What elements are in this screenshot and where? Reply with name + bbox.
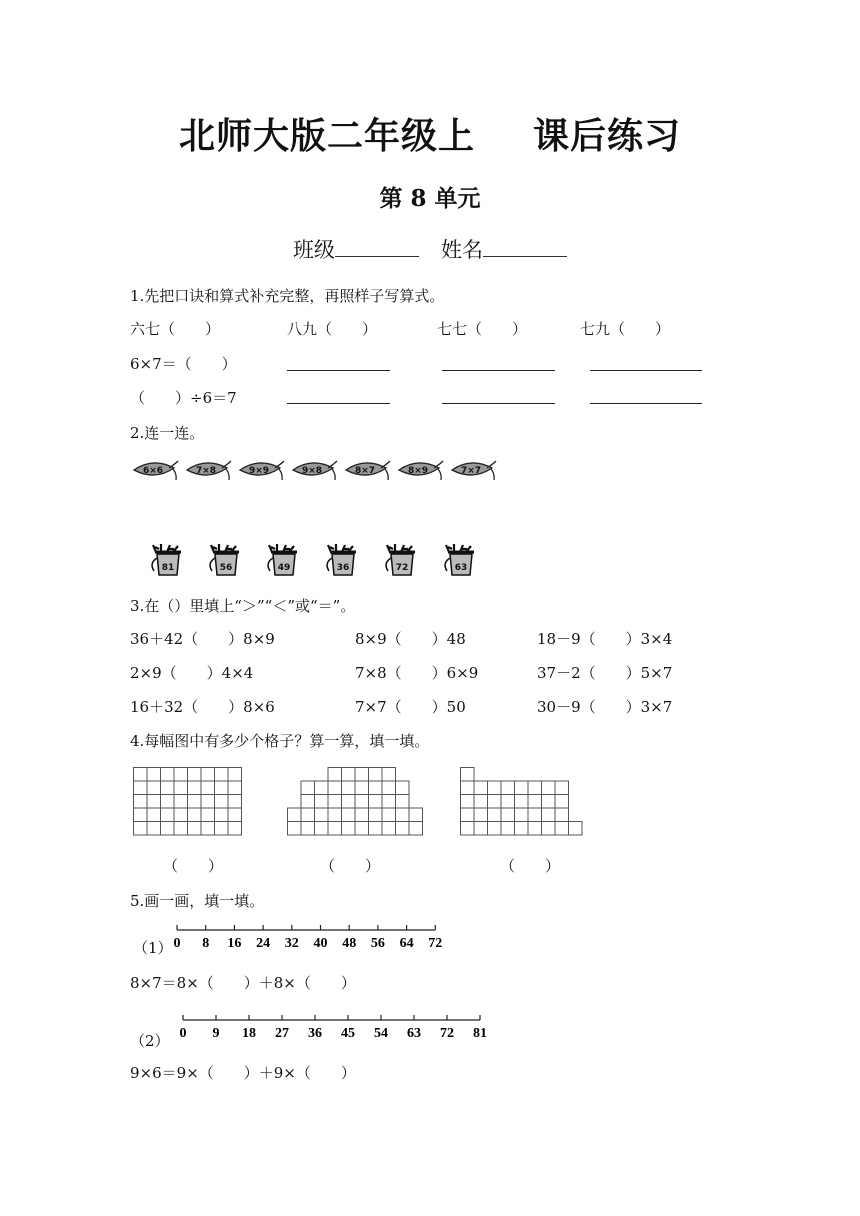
tick-label: 0 [173, 936, 181, 951]
grid-cell [228, 808, 242, 822]
grid-cell [528, 781, 542, 795]
leaf-label: 9×9 [248, 466, 270, 476]
pot-icon [381, 543, 423, 579]
grid-cell [409, 808, 423, 822]
grid-cell [328, 795, 342, 809]
grid-cell [369, 781, 383, 795]
grid-cell [528, 808, 542, 822]
grid-cell [382, 768, 396, 782]
q1-equation-2: （ ）÷6＝7 [130, 389, 237, 407]
grid-cell [515, 822, 529, 836]
grid-cell [382, 781, 396, 795]
grid-cell [369, 822, 383, 836]
grid-cell [174, 822, 188, 836]
tick-label: 72 [440, 1026, 454, 1041]
pot-icon [147, 543, 189, 579]
grid-cell [355, 781, 369, 795]
q1-rhyme-2: 八九（ ） [287, 320, 378, 338]
leaf-card[interactable] [184, 458, 234, 484]
q3-item: 7×8（ ）6×9 [355, 664, 479, 682]
flower-pot[interactable] [263, 543, 305, 579]
grid-cell [542, 822, 556, 836]
grid-cell [542, 795, 556, 809]
grid-cell [147, 822, 161, 836]
grid-cell [228, 795, 242, 809]
grid-figure-1 [133, 767, 243, 837]
tick-label: 63 [407, 1026, 421, 1041]
grid-cell [188, 781, 202, 795]
grid-cell [174, 795, 188, 809]
flower-pot[interactable] [205, 543, 247, 579]
grid-cell [174, 808, 188, 822]
grid-cell [315, 781, 329, 795]
grid-cell [515, 808, 529, 822]
leaf-icon [290, 458, 340, 484]
pot-icon [440, 543, 482, 579]
leaf-card[interactable] [343, 458, 393, 484]
grid-cell [328, 768, 342, 782]
tick-label: 0 [179, 1026, 187, 1041]
leaf-icon [449, 458, 499, 484]
leaf-label: 8×9 [407, 466, 429, 476]
grid-cell [134, 808, 148, 822]
q4-answer-3[interactable]: （ ） [500, 857, 561, 875]
grid-cell [382, 795, 396, 809]
leaf-label: 7×7 [460, 466, 482, 476]
grid-cell [188, 808, 202, 822]
grid-cell [528, 822, 542, 836]
leaf-icon [237, 458, 287, 484]
unit-heading: 第 8 单元 [379, 185, 481, 212]
flower-pot[interactable] [147, 543, 189, 579]
tick-label: 27 [275, 1026, 289, 1041]
q5-prompt: 5.画一画，填一填。 [130, 892, 265, 910]
grid-cell [355, 822, 369, 836]
q3-item: 18－9（ ）3×4 [537, 630, 673, 648]
grid-figure-2 [287, 767, 437, 837]
grid-cell [396, 808, 410, 822]
pot-label: 49 [277, 563, 291, 573]
grid-cell [301, 795, 315, 809]
grid-cell [288, 808, 302, 822]
grid-cell [161, 768, 175, 782]
pot-icon [205, 543, 247, 579]
q1-rhyme-4: 七九（ ） [580, 320, 671, 338]
tick-label: 72 [428, 936, 443, 951]
tick-label: 18 [242, 1026, 256, 1041]
grid-cell [474, 795, 488, 809]
grid-cell [161, 795, 175, 809]
grid-cell [228, 781, 242, 795]
grid-cell [161, 822, 175, 836]
leaf-card[interactable] [290, 458, 340, 484]
answer-line[interactable] [590, 370, 702, 371]
grid-cell [474, 822, 488, 836]
q1-prompt: 1.先把口诀和算式补充完整，再照样子写算式。 [130, 287, 445, 305]
grid-cell [147, 808, 161, 822]
q1-equation-1: 6×7＝（ ） [130, 355, 237, 373]
grid-cell [161, 781, 175, 795]
grid-cell [315, 795, 329, 809]
tick-label: 16 [227, 936, 242, 951]
grid-cell [355, 808, 369, 822]
q4-answer-2[interactable]: （ ） [320, 857, 381, 875]
answer-line[interactable] [442, 403, 555, 404]
grid-cell [134, 768, 148, 782]
q2-prompt: 2.连一连。 [130, 424, 205, 442]
grid-cell [555, 822, 569, 836]
grid-cell [188, 822, 202, 836]
grid-cell [188, 768, 202, 782]
answer-line[interactable] [442, 370, 555, 371]
leaf-label: 7×8 [195, 466, 217, 476]
grid-cell [396, 822, 410, 836]
grid-cell [542, 808, 556, 822]
leaf-card[interactable] [449, 458, 499, 484]
grid-cell [228, 768, 242, 782]
grid-cell [542, 781, 556, 795]
q3-item: 2×9（ ）4×4 [130, 664, 254, 682]
grid-cell [161, 808, 175, 822]
tick-label: 9 [212, 1026, 220, 1041]
grid-cell [134, 822, 148, 836]
grid-cell [515, 795, 529, 809]
page-title [0, 108, 860, 159]
name-blank[interactable] [483, 238, 567, 257]
grid-cell [501, 822, 515, 836]
grid-cell [488, 795, 502, 809]
grid-cell [382, 822, 396, 836]
grid-cell [342, 781, 356, 795]
grid-cell [201, 795, 215, 809]
grid-cell [396, 795, 410, 809]
leaf-card[interactable] [237, 458, 287, 484]
tick-label: 40 [313, 936, 328, 951]
grid-cell [201, 768, 215, 782]
grid-cell [188, 795, 202, 809]
tick-label: 36 [308, 1026, 322, 1041]
tick-label: 81 [473, 1026, 487, 1041]
q1-rhyme-3: 七七（ ） [437, 320, 528, 338]
leaf-label: 8×7 [354, 466, 376, 476]
grid-cell [488, 808, 502, 822]
grid-cell [215, 822, 229, 836]
grid-cell [515, 781, 529, 795]
grid-cell [474, 781, 488, 795]
answer-line[interactable] [287, 403, 390, 404]
grid-cell [396, 781, 410, 795]
grid-cell [201, 781, 215, 795]
q3-item: 7×7（ ）50 [355, 698, 466, 716]
grid-cell [315, 822, 329, 836]
grid-cell [201, 822, 215, 836]
q4-answer-1[interactable]: （ ） [163, 857, 224, 875]
grid-cell [301, 781, 315, 795]
grid-cell [215, 808, 229, 822]
grid-cell [288, 822, 302, 836]
tick-label: 24 [256, 936, 271, 951]
pot-label: 56 [219, 563, 233, 573]
q5-equation-1: 8×7＝8×（ ）＋8×（ ） [130, 974, 356, 992]
q3-item: 30－9（ ）3×7 [537, 698, 673, 716]
pot-icon [322, 543, 364, 579]
leaf-label: 9×8 [301, 466, 323, 476]
grid-cell [369, 808, 383, 822]
flower-pot[interactable] [440, 543, 482, 579]
grid-cell [461, 768, 475, 782]
name-label: 姓名 [441, 238, 483, 262]
grid-cell [461, 822, 475, 836]
pot-icon [263, 543, 305, 579]
grid-cell [501, 808, 515, 822]
number-line-2 [176, 1010, 496, 1046]
grid-cell [369, 768, 383, 782]
q3-item: 37－2（ ）5×7 [537, 664, 673, 682]
grid-cell [461, 808, 475, 822]
class-blank[interactable] [335, 238, 419, 257]
grid-cell [461, 781, 475, 795]
grid-cell [355, 768, 369, 782]
pot-label: 72 [395, 563, 409, 573]
grid-cell [501, 781, 515, 795]
class-label: 班级 [293, 238, 335, 262]
grid-cell [555, 781, 569, 795]
grid-cell [342, 808, 356, 822]
pot-label: 63 [454, 563, 468, 573]
grid-cell [301, 822, 315, 836]
grid-cell [328, 822, 342, 836]
grid-cell [315, 808, 329, 822]
answer-line[interactable] [287, 370, 390, 371]
grid-cell [488, 781, 502, 795]
flower-pot[interactable] [322, 543, 364, 579]
pot-label: 81 [161, 563, 175, 573]
grid-figure-3 [460, 767, 585, 837]
leaf-card[interactable] [396, 458, 446, 484]
grid-cell [342, 795, 356, 809]
grid-cell [474, 808, 488, 822]
tick-label: 45 [341, 1026, 355, 1041]
grid-cell [382, 808, 396, 822]
grid-cell [134, 795, 148, 809]
q5-label-1: （1） [133, 939, 173, 957]
grid-cell [201, 808, 215, 822]
grid-cell [328, 781, 342, 795]
grid-cell [174, 781, 188, 795]
tick-label: 64 [399, 936, 414, 951]
q3-item: 16＋32（ ）8×6 [130, 698, 275, 716]
flower-pot[interactable] [381, 543, 423, 579]
tick-label: 54 [374, 1026, 388, 1041]
title-right: 课后练习 [533, 116, 682, 157]
grid-cell [147, 795, 161, 809]
pot-label: 36 [336, 563, 350, 573]
grid-cell [409, 822, 423, 836]
tick-label: 56 [370, 936, 385, 951]
grid-cell [215, 795, 229, 809]
grid-cell [528, 795, 542, 809]
leaf-icon [131, 458, 181, 484]
tick-label: 32 [284, 936, 299, 951]
q3-prompt: 3.在（）里填上“＞”“＜”或“＝”。 [130, 597, 356, 615]
leaf-label: 6×6 [142, 466, 164, 476]
q5-label-2: （2） [130, 1032, 170, 1050]
leaf-icon [343, 458, 393, 484]
grid-cell [342, 768, 356, 782]
tick-label: 48 [342, 936, 357, 951]
q1-rhyme-1: 六七（ ） [130, 320, 221, 338]
grid-cell [228, 822, 242, 836]
grid-cell [488, 822, 502, 836]
grid-cell [134, 781, 148, 795]
grid-cell [174, 768, 188, 782]
grid-cell [147, 768, 161, 782]
grid-cell [301, 808, 315, 822]
q3-item: 8×9（ ）48 [355, 630, 466, 648]
grid-cell [215, 768, 229, 782]
q5-equation-2: 9×6＝9×（ ）＋9×（ ） [130, 1064, 356, 1082]
grid-cell [369, 795, 383, 809]
grid-cell [555, 795, 569, 809]
leaf-icon [184, 458, 234, 484]
grid-cell [147, 781, 161, 795]
grid-cell [555, 808, 569, 822]
grid-cell [569, 822, 583, 836]
answer-line[interactable] [590, 403, 702, 404]
leaf-card[interactable] [131, 458, 181, 484]
grid-cell [342, 822, 356, 836]
grid-cell [501, 795, 515, 809]
q3-item: 36＋42（ ）8×9 [130, 630, 275, 648]
grid-cell [328, 808, 342, 822]
number-line-1 [170, 920, 455, 956]
grid-cell [215, 781, 229, 795]
leaf-icon [396, 458, 446, 484]
grid-cell [461, 795, 475, 809]
grid-cell [355, 795, 369, 809]
student-info [0, 234, 860, 264]
q4-prompt: 4.每幅图中有多少个格子？算一算，填一填。 [130, 732, 430, 750]
tick-label: 8 [202, 936, 210, 951]
title-left: 北师大版二年级上 [178, 116, 475, 157]
